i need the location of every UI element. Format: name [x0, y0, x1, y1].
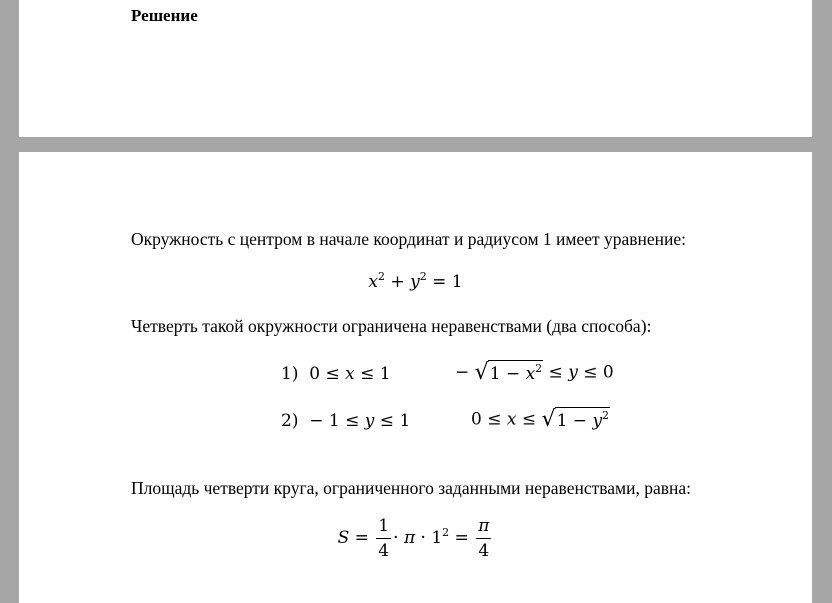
way1-left-a: 0 ≤ [309, 364, 346, 384]
eq-x: x [368, 272, 379, 292]
frac1-den: 4 [378, 541, 390, 561]
frac2-num: π [476, 516, 491, 539]
way1-minus: − [455, 362, 470, 383]
frac-one-quarter [376, 516, 391, 561]
eq-y-exp: 2 [419, 270, 427, 283]
way2-sqrt-exp: 2 [602, 409, 610, 422]
area-S: S [337, 528, 350, 548]
eq-y: y [410, 272, 420, 292]
way2-label: 2) [281, 411, 299, 431]
radical-icon: √ [541, 407, 556, 432]
way2-left-b: ≤ 1 [374, 411, 411, 431]
area-mid-a: · [393, 528, 404, 548]
way2-right-b: ≤ [516, 409, 542, 430]
way1-sqrt [475, 360, 544, 386]
way1-sqrt-a: 1 − [489, 364, 526, 384]
quarter-paragraph: Четверть такой окружности ограничена неравенствами (два способа): [131, 316, 652, 336]
area-formula [19, 516, 812, 561]
area-mid-b: · 1 [415, 528, 443, 548]
way2-right-var: x [506, 409, 517, 430]
document-page-1 [19, 0, 812, 137]
way2-right-a: 0 ≤ [471, 409, 507, 430]
way1-right-var: y [568, 362, 578, 383]
way2-sqrt-a: 1 − [556, 411, 593, 431]
way1-right-b: ≤ [543, 362, 569, 383]
way2-right [471, 407, 610, 433]
way2-left [281, 411, 410, 431]
circle-equation [19, 272, 812, 292]
solution-heading: Решение [131, 6, 198, 25]
area-eq2: = [449, 528, 475, 548]
way2-sqrt [542, 407, 611, 433]
area-eq: = [349, 528, 375, 548]
frac-pi-quarter [476, 516, 491, 561]
way1-left-b: ≤ 1 [354, 364, 391, 384]
way1-right [455, 360, 614, 386]
way1-left-var: x [345, 364, 355, 384]
way1-sqrt-var: x [525, 364, 536, 384]
frac2-den: 4 [478, 541, 490, 561]
area-one-exp: 2 [442, 526, 450, 539]
way1-left [281, 364, 391, 384]
area-paragraph: Площадь четверти круга, ограниченного заданными неравенствами, равна: [131, 478, 692, 498]
way1-sqrt-exp: 2 [535, 362, 543, 375]
way2-left-var: y [364, 411, 375, 431]
area-pi: π [403, 528, 416, 548]
eq-x-exp: 2 [378, 270, 386, 283]
way1-label: 1) [281, 364, 299, 384]
intro-paragraph: Окружность с центром в начале координат и радиусом 1 имеет уравнение: [131, 229, 687, 249]
eq-plus: + [385, 272, 411, 292]
eq-rhs: = 1 [426, 272, 463, 292]
way1-right-c: ≤ 0 [577, 362, 614, 383]
document-page-2 [19, 152, 812, 603]
frac1-num: 1 [376, 516, 391, 539]
way2-sqrt-var: y [592, 411, 603, 431]
way2-left-a: − 1 ≤ [309, 411, 365, 431]
radical-icon: √ [474, 360, 489, 385]
